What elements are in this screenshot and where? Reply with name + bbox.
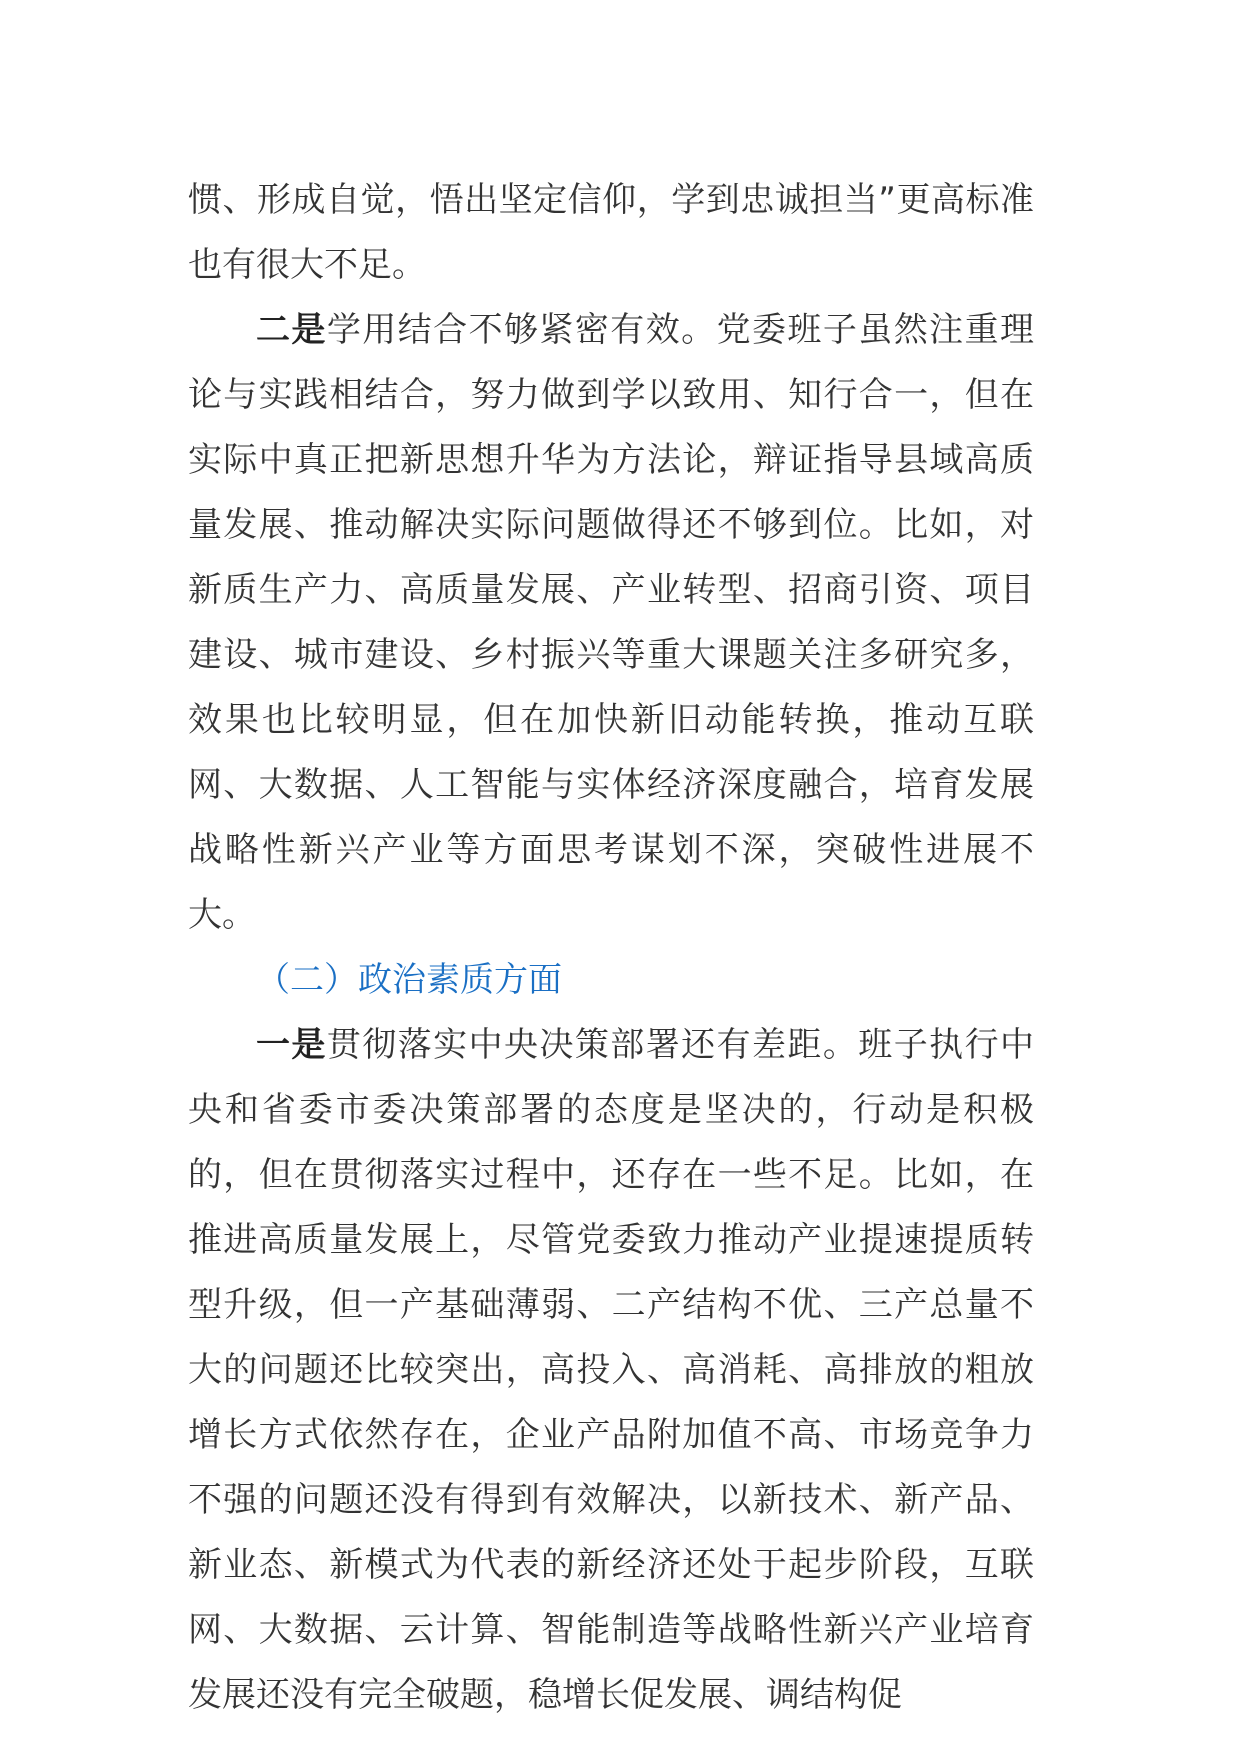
paragraph-lead-label: 二是 (256, 310, 327, 350)
paragraph-first-point (188, 1013, 1034, 1728)
paragraph-second-point (188, 298, 1034, 948)
document-body (188, 168, 1034, 1728)
paragraph-body: 学用结合不够紧密有效。党委班子虽然注重理论与实践相结合，努力做到学以致用、知行合一，但在实际中真正把新思想升华为方法论，辩证指导县域高质量发展、推动解决实际问题做得还不够到位。比如，对新质生产力、高质量发展、产业转型、招商引资、项目建设、城市建设、乡村振兴等重大课题关注多研究多，效果也比较明显，但在加快新旧动能转换，推动互联网、大数据、人工智能与实体经济深度融合，培育发展战略性新兴产业等方面思考谋划不深，突破性进展不大。 (188, 310, 1035, 935)
paragraph-continuation: 惯、形成自觉，悟出坚定信仰，学到忠诚担当”更高标准也有很大不足。 (188, 180, 1034, 285)
paragraph-body: 贯彻落实中央决策部署还有差距。班子执行中央和省委市委决策部署的态度是坚决的，行动是积极的，但在贯彻落实过程中，还存在一些不足。比如，在推进高质量发展上，尽管党委致力推动产业提速提质转型升级，但一产基础薄弱、二产结构不优、三产总量不大的问题还比较突出，高投入、高消耗、高排放的粗放增长方式依然存在，企业产品附加值不高、市场竞争力不强的问题还没有得到有效解决，以新技术、新产品、新业态、新模式为代表的新经济还处于起步阶段，互联网、大数据、云计算、智能制造等战略性新兴产业培育发展还没有完全破题，稳增长促发展、调结构促 (188, 1025, 1035, 1715)
paragraph-lead-label: 一是 (256, 1025, 327, 1065)
section-heading: （二）政治素质方面 (256, 960, 562, 1000)
